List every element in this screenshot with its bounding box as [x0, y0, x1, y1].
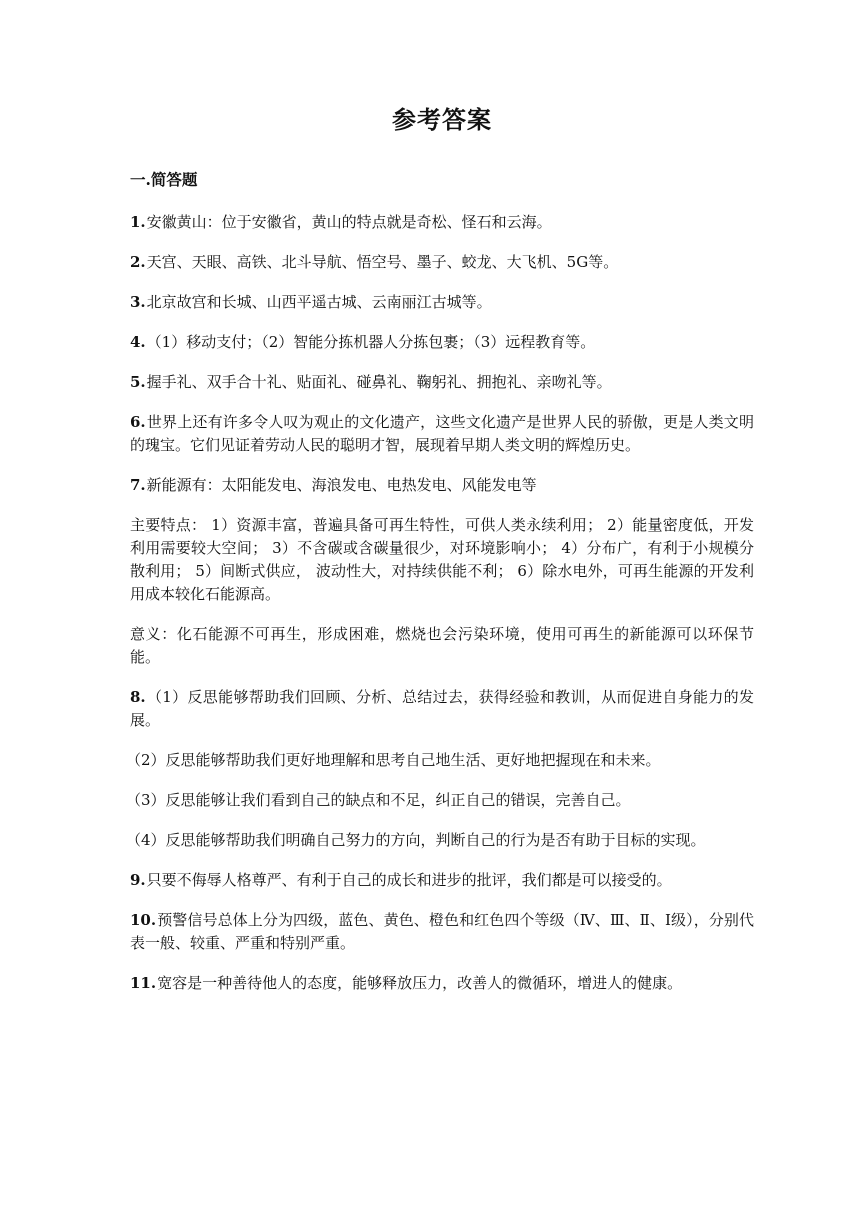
- answer-text: 宽容是一种善待他人的态度，能够释放压力，改善人的微循环，增进人的健康。: [157, 974, 683, 992]
- answer-number: 10.: [130, 911, 157, 929]
- answer-6: [130, 411, 754, 457]
- answer-7-meaning: 意义：化石能源不可再生，形成困难，燃烧也会污染环境，使用可再生的新能源可以环保节能。: [130, 625, 754, 666]
- answer-text: 世界上还有许多令人叹为观止的文化遗产，这些文化遗产是世界人民的骄傲，更是人类文明的瑰宝。它们见证着劳动人民的聪明才智，展现着早期人类文明的辉煌历史。: [130, 413, 754, 454]
- answer-text: 只要不侮辱人格尊严、有利于自己的成长和进步的批评，我们都是可以接受的。: [146, 871, 672, 889]
- answer-text: 天宫、天眼、高铁、北斗导航、悟空号、墨子、蛟龙、大飞机、5G等。: [146, 253, 619, 271]
- answer-text: （1）反思能够帮助我们回顾、分析、总结过去，获得经验和教训，从而促进自身能力的发展。: [130, 688, 754, 729]
- answer-9: [130, 869, 754, 892]
- answer-number: 11.: [130, 974, 157, 992]
- answer-2: [130, 251, 754, 274]
- answer-7: [130, 474, 754, 497]
- answer-1: [130, 211, 754, 234]
- answer-text: 预警信号总体上分为四级，蓝色、黄色、橙色和红色四个等级（Ⅳ、Ⅲ、Ⅱ、Ⅰ级），分别代表一般、较重、严重和特别严重。: [130, 911, 754, 952]
- answer-3: [130, 291, 754, 314]
- section-heading: 一.简答题: [130, 170, 198, 189]
- answer-10: [130, 909, 754, 955]
- answer-4: [130, 331, 754, 354]
- answer-8-part-4: （4）反思能够帮助我们明确自己努力的方向，判断自己的行为是否有助于目标的实现。: [126, 831, 706, 849]
- answer-5: [130, 371, 754, 394]
- answer-number: 8.: [130, 688, 146, 706]
- answer-text: 握手礼、双手合十礼、贴面礼、碰鼻礼、鞠躬礼、拥抱礼、亲吻礼等。: [146, 373, 612, 391]
- answer-number: 9.: [130, 871, 146, 889]
- answer-7-features: 主要特点： 1）资源丰富，普遍具备可再生特性，可供人类永续利用； 2）能量密度低，开发利用需要较大空间； 3）不含碳或含碳量很少，对环境影响小； 4）分布广，有利于小规模分散利用； 5）间断式供应， 波动性大，对持续供能不利； 6）除水电外，可再生能源的开发利用成本较化石能源高。: [130, 516, 754, 603]
- answer-text: 北京故宫和长城、山西平遥古城、云南丽江古城等。: [146, 293, 492, 311]
- answer-number: 1.: [130, 213, 146, 231]
- answer-number: 3.: [130, 293, 146, 311]
- answer-8-part-2: （2）反思能够帮助我们更好地理解和思考自己地生活、更好地把握现在和未来。: [126, 751, 661, 769]
- answer-text: 安徽黄山：位于安徽省，黄山的特点就是奇松、怪石和云海。: [146, 213, 552, 231]
- answer-8-part-1: [130, 686, 754, 732]
- answer-number: 2.: [130, 253, 146, 271]
- answer-number: 4.: [130, 333, 146, 351]
- page-title: 参考答案: [392, 105, 492, 134]
- answer-11: [130, 972, 754, 995]
- answer-number: 6.: [130, 413, 146, 431]
- answer-8-part-3: （3）反思能够让我们看到自己的缺点和不足，纠正自己的错误，完善自己。: [126, 791, 631, 809]
- answer-text: （1）移动支付；（2）智能分拣机器人分拣包裹；（3）远程教育等。: [146, 333, 596, 351]
- answer-number: 7.: [130, 476, 146, 494]
- answer-number: 5.: [130, 373, 146, 391]
- answer-text: 新能源有：太阳能发电、海浪发电、电热发电、风能发电等: [146, 476, 537, 494]
